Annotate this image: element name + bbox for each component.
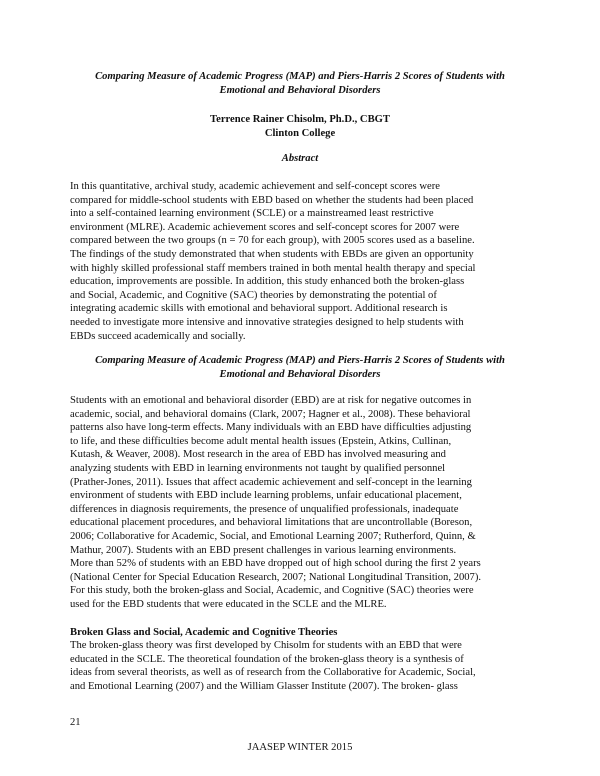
intro-line: academic, social, and behavioral domains (Clark, 2007; Hagner et al., 2008). These behavioral bbox=[70, 408, 471, 420]
section-line: educated in the SCLE. The theoretical foundation of the broken-glass theory is a synthesis of bbox=[70, 653, 464, 665]
author-affiliation: Clinton College bbox=[264, 127, 336, 139]
intro-line: educational placement procedures, and behavioral limitations that are uncontrollable (Boreson, bbox=[70, 517, 473, 529]
paper-title bbox=[70, 70, 530, 97]
intro-line: 2006; Collaborative for Academic, Social, and Emotional Learning 2007; Rutherford, Quinn, & bbox=[70, 530, 476, 542]
section-heading: Broken Glass and Social, Academic and Cognitive Theories bbox=[70, 627, 338, 638]
abstract-line: The findings of the study demonstrated that when students with EBDs are given an opportunity bbox=[70, 248, 474, 260]
intro-line: used for the EBD students that were educated in the SCLE and the MLRE. bbox=[70, 598, 387, 610]
abstract-line: compared between the two groups (n = 70 for each group), with 2005 scores used as a baseline. bbox=[70, 235, 475, 247]
page-number: 21 bbox=[70, 717, 81, 728]
abstract-line: environment (MLRE). Academic achievement scores and self-concept scores for 2007 were bbox=[70, 221, 460, 233]
body-title bbox=[70, 354, 530, 381]
abstract-line: with highly skilled professional staff members trained in both mental health therapy and special bbox=[70, 262, 476, 274]
intro-line: patterns also have long-term effects. Many individuals with an EBD have difficulties adjusting bbox=[70, 422, 472, 434]
section-line: and Emotional Learning (2007) and the William Glasser Institute (2007). The broken- glass bbox=[70, 680, 458, 692]
intro-line: differences in diagnosis requirements, the presence of unqualified professionals, inadequate bbox=[70, 503, 459, 515]
body-title-line: Comparing Measure of Academic Progress (MAP) and Piers-Harris 2 Scores of Students with bbox=[95, 355, 505, 366]
intro-line: to life, and these difficulties become adult mental health issues (Epstein, Atkins, Cullinan, bbox=[70, 435, 452, 447]
abstract-line: integrating academic skills with emotional and behavioral support. Additional research is bbox=[70, 303, 448, 315]
section-line: The broken-glass theory was first developed by Chisolm for students with an EBD that were bbox=[70, 640, 462, 651]
intro-line: More than 52% of students with an EBD have dropped out of high school during the first 2 years bbox=[70, 558, 481, 570]
abstract-line: needed to investigate more intensive and innovative strategies designed to help students with bbox=[70, 316, 464, 328]
title-line: Comparing Measure of Academic Progress (MAP) and Piers-Harris 2 Scores of Students with bbox=[95, 71, 505, 82]
abstract-line: and Social, Academic, and Cognitive (SAC) theories by demonstrating the potential of bbox=[70, 289, 437, 301]
title-line: Emotional and Behavioral Disorders bbox=[219, 84, 381, 96]
abstract-line: education, improvements are possible. In addition, this study enhanced both the broken-glass bbox=[70, 276, 465, 288]
journal-footer: JAASEP WINTER 2015 bbox=[247, 742, 353, 753]
intro-paragraph bbox=[70, 394, 530, 612]
section-line: ideas from several theorists, as well as of research from the Collaborative for Academic, Social, bbox=[70, 667, 476, 679]
intro-line: analyzing students with EBD in learning environments not taught by qualified personnel bbox=[70, 462, 446, 474]
author-block bbox=[70, 113, 530, 140]
intro-line: environment of students with EBD include learning problems, unfair educational placement, bbox=[70, 490, 462, 502]
section-paragraph bbox=[70, 639, 530, 693]
abstract-line: compared for middle-school students with EBD based on whether the students had been placed bbox=[70, 194, 474, 206]
intro-line: Mathur, 2007). Students with an EBD present challenges in various learning environments. bbox=[70, 544, 457, 556]
intro-line: For this study, both the broken-glass and Social, Academic, and Cognitive (SAC) theories were bbox=[70, 585, 474, 597]
abstract-body bbox=[70, 180, 530, 343]
intro-line: Students with an emotional and behavioral disorder (EBD) are at risk for negative outcomes in bbox=[70, 395, 472, 406]
intro-line: (Prather-Jones, 2011). Issues that affect academic achievement and self-concept in the learning bbox=[70, 476, 472, 488]
author-name: Terrence Rainer Chisolm, Ph.D., CBGT bbox=[210, 114, 390, 125]
intro-line: (National Center for Special Education Research, 2007; National Longitudinal Transition, 2007). bbox=[70, 571, 482, 583]
abstract-line: into a self-contained learning environment (SCLE) or a mainstreamed least restrictive bbox=[70, 208, 434, 220]
abstract-line: EBDs succeed academically and socially. bbox=[70, 330, 246, 342]
abstract-heading: Abstract bbox=[281, 153, 319, 164]
abstract-line: In this quantitative, archival study, academic achievement and self-concept scores were bbox=[70, 181, 440, 192]
intro-line: Kutash, & Weaver, 2008). Most research in the area of EBD has involved measuring and bbox=[70, 449, 446, 461]
body-title-line: Emotional and Behavioral Disorders bbox=[219, 368, 381, 380]
